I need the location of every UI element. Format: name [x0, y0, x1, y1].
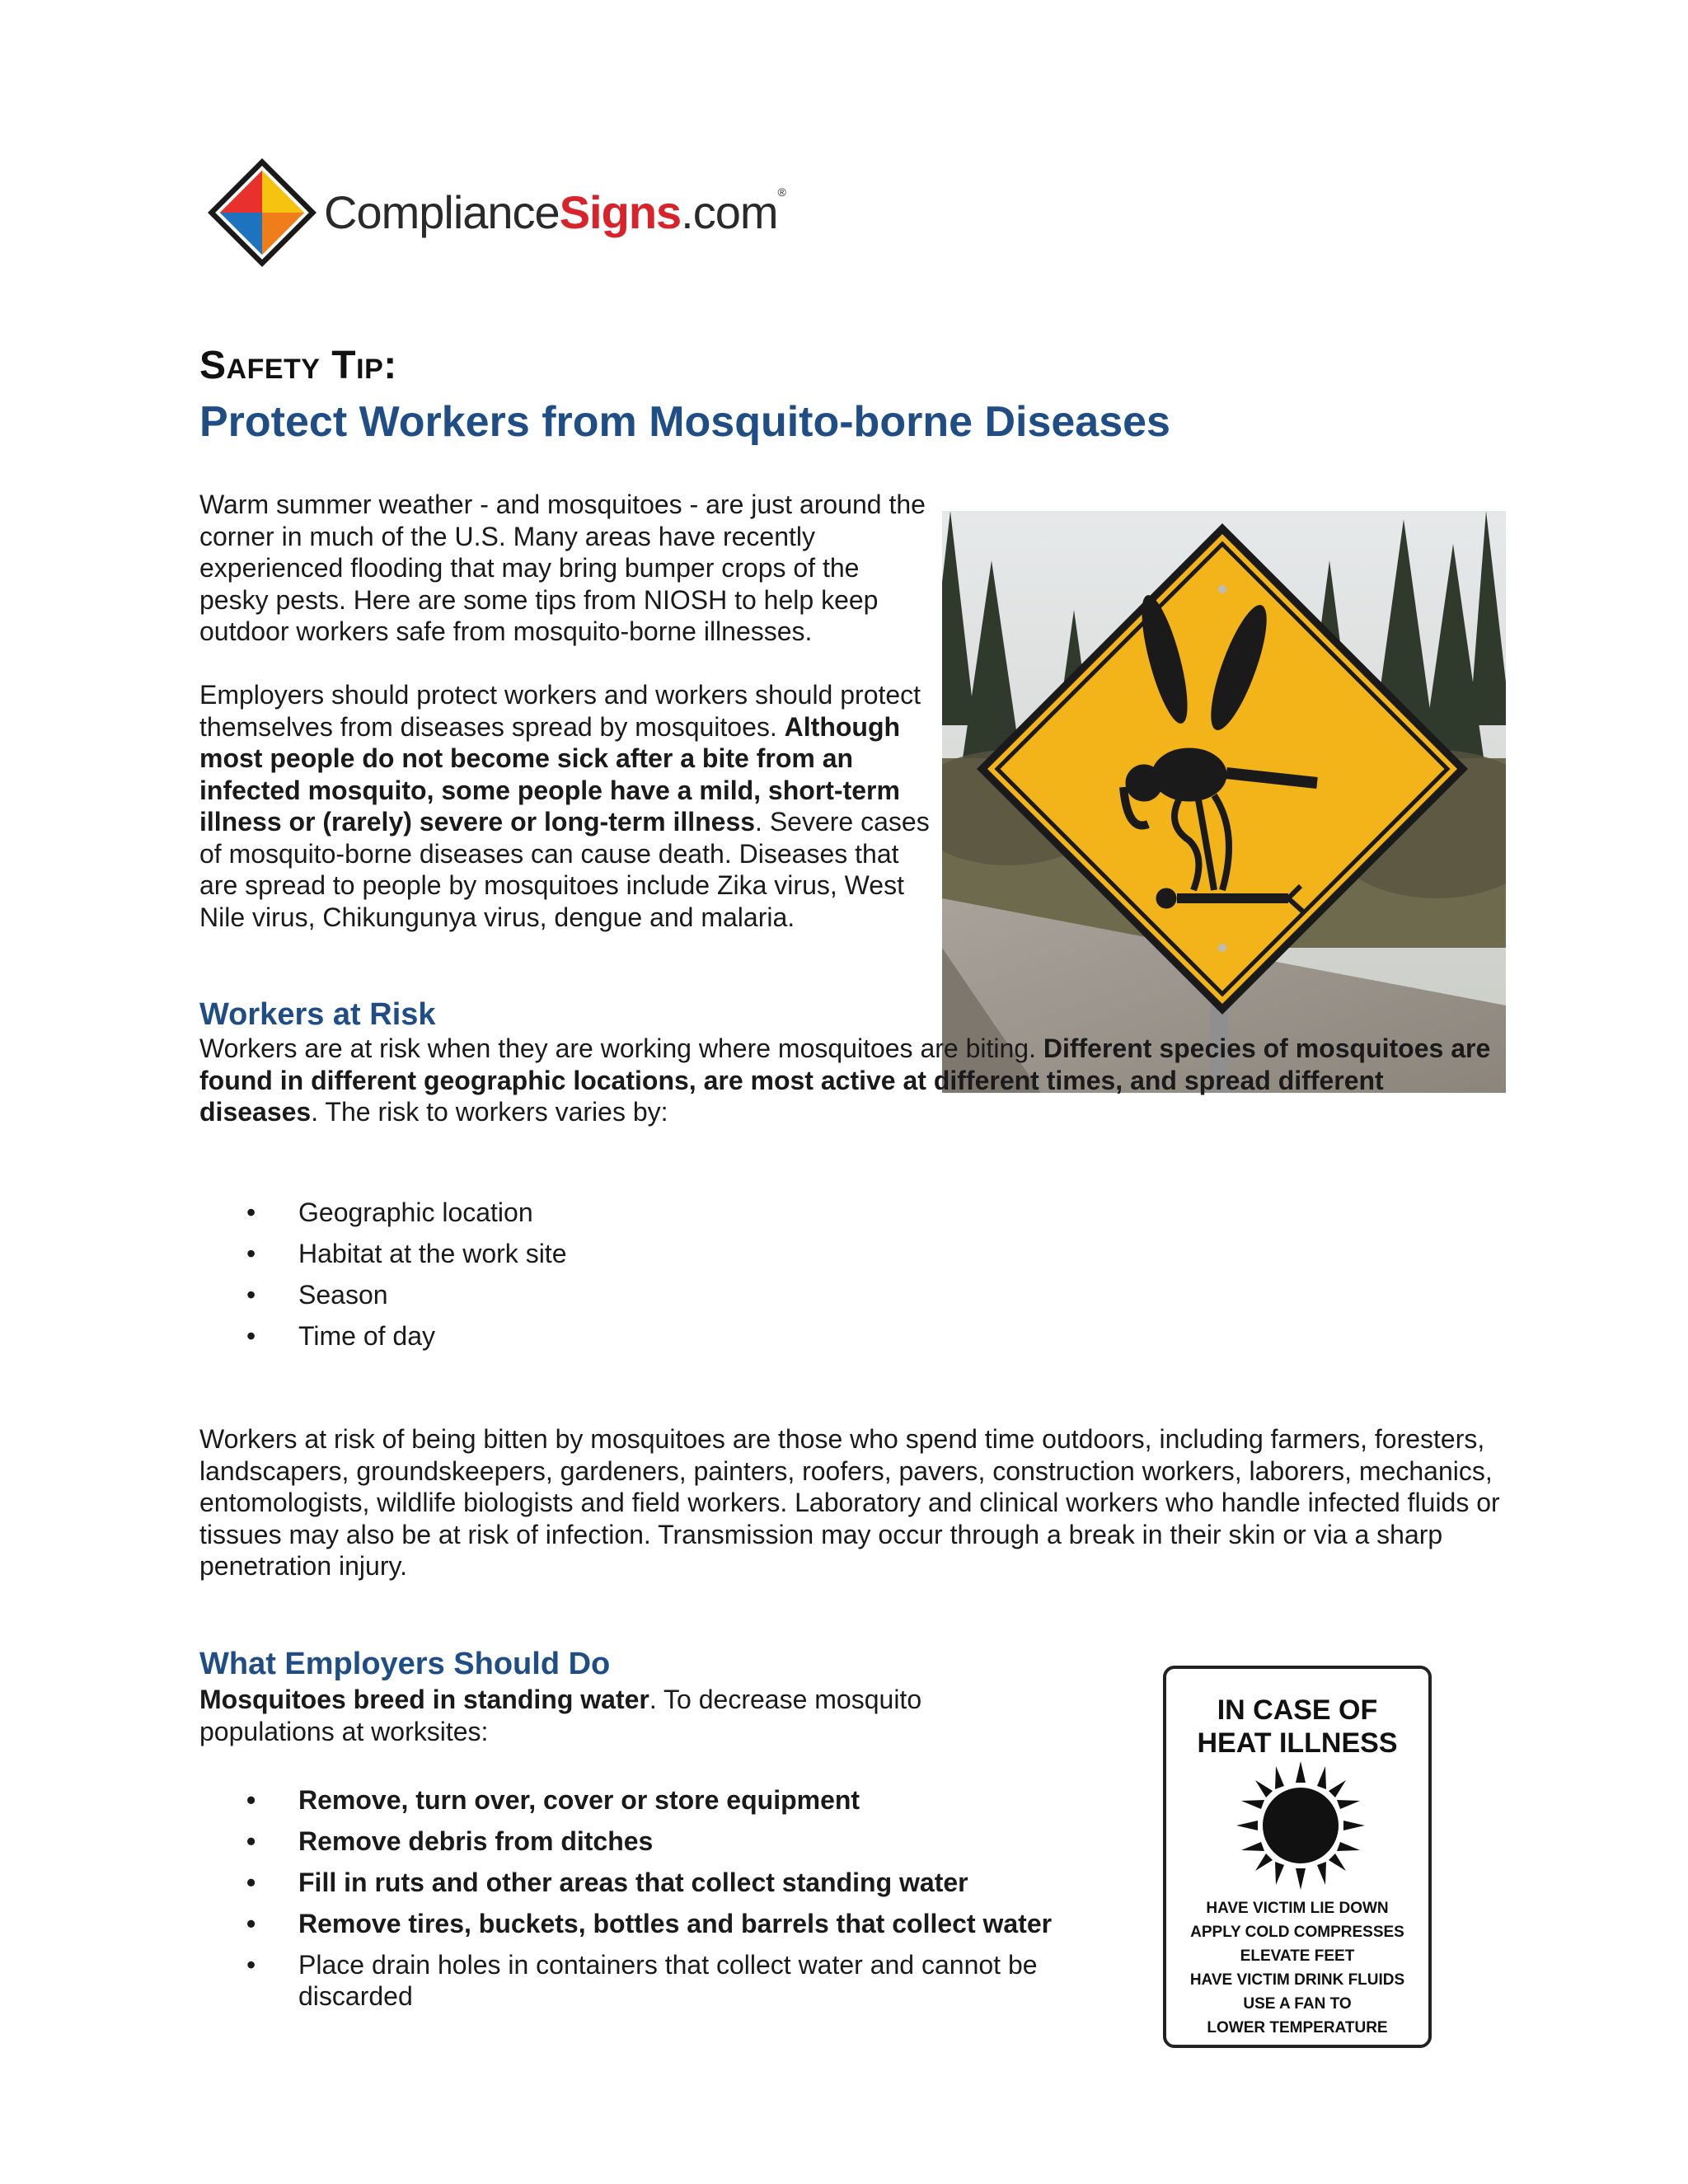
section-heading-workers-at-risk: Workers at Risk: [199, 997, 436, 1032]
list-item: • Remove tires, buckets, bottles and barrels that collect water: [199, 1908, 1065, 1939]
employers-p-end: . To decrease mosquito populations at worksites:: [199, 1685, 922, 1746]
risk-factor-list: [199, 1197, 941, 1361]
heat-sign-title-line-1: IN CASE OF: [1217, 1694, 1378, 1726]
heat-sign-title: [1166, 1694, 1428, 1760]
compliancesigns-logo-icon: [206, 157, 318, 269]
list-item: • Geographic location: [199, 1197, 941, 1228]
heat-sign-line: LOWER TEMPERATURE: [1207, 2019, 1388, 2036]
logo-reg-mark: ®: [777, 185, 785, 199]
list-item: • Habitat at the work site: [199, 1238, 941, 1269]
heat-sign-line: ELEVATE FEET: [1240, 1947, 1355, 1965]
intro-p2-end: . Severe cases of mosquito-borne diseases can cause death. Diseases that are spread to people by mosquitoes include Zika virus, West Nile virus, Chikungunya virus, dengue and malaria.: [199, 807, 930, 932]
heat-sign-title-line-2: HEAT ILLNESS: [1197, 1727, 1398, 1759]
employers-p-bold: Mosquitoes breed in standing water: [199, 1685, 649, 1714]
logo-signs: Signs: [559, 186, 682, 238]
intro-paragraph-2: [199, 679, 933, 933]
heat-illness-sign: [1163, 1666, 1432, 2048]
intro-p2-start: Employers should protect workers and workers should protect themselves from diseases spread by mosquitoes.: [199, 680, 921, 742]
logo-dotcom: .com: [681, 186, 778, 238]
list-item: • Remove debris from ditches: [199, 1825, 1065, 1857]
sun-icon: [1235, 1760, 1367, 1891]
section-heading-what-employers-should-do: What Employers Should Do: [199, 1647, 611, 1681]
heat-sign-line: APPLY COLD COMPRESSES: [1190, 1924, 1404, 1941]
safety-tip-kicker: Safety Tip:: [199, 344, 397, 387]
workers-at-risk-paragraph: Workers at risk of being bitten by mosquitoes are those who spend time outdoors, including farmers, foresters, landscapers, groundskeepers, gardeners, painters, roofers, pavers, construction workers, laborers, mechanics, entomologists, wildlife biologists and field workers. Laboratory and clinical workers who handle infected fluids or tissues may also be at risk of infection. Transmission may occur through a break in their skin or via a sharp penetration injury.: [199, 1424, 1500, 1581]
heat-sign-instructions: [1166, 1896, 1428, 2040]
mosquito-warning-sign-photo: [942, 511, 1506, 1093]
logo-compliance: Compliance: [324, 186, 560, 238]
list-item: • Season: [199, 1279, 941, 1310]
intro-paragraph-1: Warm summer weather - and mosquitoes - are just around the corner in much of the U.S. Many areas have recently experienced flooding that may bring bumper crops of the pesky pests. Here are some tips from NIOSH to help keep outdoor workers safe from mosquito-borne illnesses.: [199, 490, 926, 646]
risk-paragraph: [199, 1033, 1493, 1128]
list-item: • Remove, turn over, cover or store equipment: [199, 1784, 1065, 1816]
heat-sign-line: HAVE VICTIM DRINK FLUIDS: [1189, 1971, 1405, 1989]
employers-paragraph: [199, 1684, 1024, 1747]
risk-p-start: Workers are at risk when they are working where mosquitoes are biting.: [199, 1033, 1043, 1063]
risk-p-bold: Different species of mosquitoes are found in different geographic locations, are most active at different times, and spread different diseases: [199, 1033, 1491, 1127]
employer-actions-list: [199, 1784, 1065, 2022]
list-item: • Place drain holes in containers that collect water and cannot be discarded: [199, 1949, 1065, 2012]
intro-p2-bold: Although most people do not become sick after a bite from an infected mosquito, some people have a mild, short-term illness or (rarely) severe or long-term illness: [199, 711, 901, 837]
heat-sign-line: USE A FAN TO: [1243, 1995, 1352, 2013]
heat-sign-line: HAVE VICTIM LIE DOWN: [1206, 1900, 1389, 1917]
logo-wordmark: [324, 185, 785, 239]
page-title: Protect Workers from Mosquito-borne Diseases: [199, 398, 1170, 446]
list-item: • Fill in ruts and other areas that collect standing water: [199, 1867, 1065, 1898]
risk-p-end: . The risk to workers varies by:: [311, 1097, 668, 1127]
list-item: • Time of day: [199, 1320, 941, 1352]
